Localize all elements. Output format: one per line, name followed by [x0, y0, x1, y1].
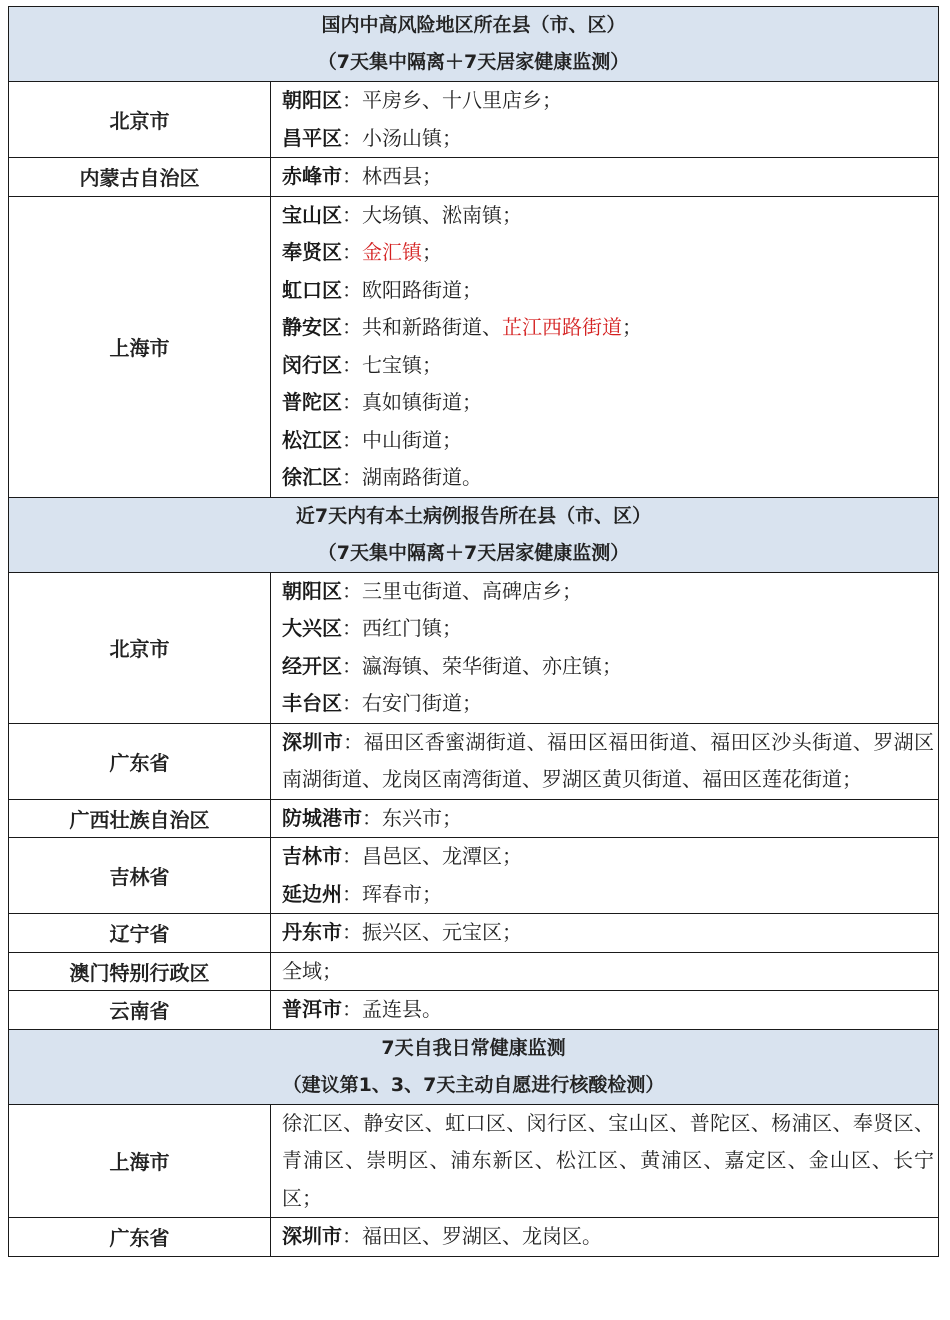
area-paragraph: 徐汇区、静安区、虹口区、闵行区、宝山区、普陀区、杨浦区、奉贤区、青浦区、崇明区、浦东新区、松江区、黄浦区、嘉定区、金山区、长宁区； — [282, 1110, 935, 1210]
table-row — [9, 1218, 939, 1257]
area-line: 朝阳区：平房乡、十八里店乡； — [282, 88, 562, 112]
section-subtitle: （7天集中隔离＋7天居家健康监测） — [317, 541, 630, 564]
areas-cell — [271, 1218, 939, 1257]
region-cell: 上海市 — [9, 1104, 271, 1218]
area-line: 防城港市：东兴市； — [282, 805, 462, 830]
table-row — [9, 1104, 939, 1218]
region-cell: 上海市 — [9, 196, 271, 497]
areas-cell — [271, 572, 939, 723]
area-line: 闵行区：七宝镇； — [282, 352, 442, 377]
table-row — [9, 799, 939, 838]
region-cell: 吉林省 — [9, 838, 271, 914]
area-line: 虹口区：欧阳路街道； — [282, 277, 482, 302]
area-line: 静安区：共和新路街道、芷江西路街道； — [282, 315, 642, 339]
area-line: 赤峰市：林西县； — [282, 164, 442, 188]
area-line: 吉林市：昌邑区、龙潭区； — [282, 844, 522, 868]
section-header — [9, 1029, 939, 1104]
area-line: 宝山区：大场镇、淞南镇； — [282, 202, 522, 227]
risk-area-table — [8, 6, 939, 1257]
areas-cell — [271, 723, 939, 799]
area-line: 普陀区：真如镇街道； — [282, 390, 482, 414]
section-header-row — [9, 497, 939, 572]
region-cell: 内蒙古自治区 — [9, 158, 271, 197]
region-cell: 辽宁省 — [9, 914, 271, 953]
areas-cell — [271, 1104, 939, 1218]
areas-cell — [271, 799, 939, 838]
table-row — [9, 572, 939, 723]
region-cell: 北京市 — [9, 82, 271, 158]
section-subtitle: （7天集中隔离＋7天居家健康监测） — [317, 51, 630, 73]
area-line: 延边州：珲春市； — [282, 881, 442, 906]
area-line: 朝阳区：三里屯街道、高碑店乡； — [282, 578, 582, 603]
table-row — [9, 952, 939, 991]
table-row — [9, 838, 939, 914]
area-line: 丰台区：右安门街道； — [282, 691, 482, 715]
areas-cell — [271, 914, 939, 953]
section-header — [9, 7, 939, 82]
region-cell: 广东省 — [9, 723, 271, 799]
area-line: 松江区：中山街道； — [282, 427, 462, 452]
area-line: 昌平区：小汤山镇； — [282, 125, 462, 150]
area-line: 丹东市：振兴区、元宝区； — [282, 920, 522, 944]
area-line: 大兴区：西红门镇； — [282, 616, 462, 640]
risk-area-table-wrapper — [8, 6, 938, 1257]
region-cell: 澳门特别行政区 — [9, 952, 271, 991]
area-line: 普洱市：孟连县。 — [282, 997, 442, 1021]
area-line: 全域； — [282, 958, 342, 983]
table-row — [9, 82, 939, 158]
area-line: 经开区：瀛海镇、荣华街道、亦庄镇； — [282, 653, 622, 678]
areas-cell — [271, 991, 939, 1030]
areas-cell — [271, 838, 939, 914]
section-header — [9, 497, 939, 572]
table-row — [9, 723, 939, 799]
table-row — [9, 158, 939, 197]
region-cell: 北京市 — [9, 572, 271, 723]
section-title: 近7天内有本土病例报告所在县（市、区） — [295, 504, 652, 527]
table-row — [9, 991, 939, 1030]
areas-cell — [271, 158, 939, 197]
section-header-row — [9, 1029, 939, 1104]
section-title: 国内中高风险地区所在县（市、区） — [321, 14, 626, 36]
highlighted-area: 芷江西路街道 — [502, 315, 622, 339]
area-line: 深圳市：福田区、罗湖区、龙岗区。 — [282, 1224, 602, 1248]
region-cell: 广东省 — [9, 1218, 271, 1257]
area-line: 奉贤区：金汇镇； — [282, 240, 442, 264]
areas-cell — [271, 82, 939, 158]
region-cell: 云南省 — [9, 991, 271, 1030]
areas-cell — [271, 196, 939, 497]
section-title: 7天自我日常健康监测 — [381, 1036, 566, 1059]
highlighted-area: 金汇镇 — [362, 240, 422, 264]
table-row — [9, 914, 939, 953]
section-subtitle: （建议第1、3、7天主动自愿进行核酸检测） — [282, 1073, 665, 1096]
area-line: 徐汇区：湖南路街道。 — [282, 465, 482, 489]
table-row — [9, 196, 939, 497]
region-cell: 广西壮族自治区 — [9, 799, 271, 838]
areas-cell — [271, 952, 939, 991]
area-paragraph: 深圳市：福田区香蜜湖街道、福田区福田街道、福田区沙头街道、罗湖区南湖街道、龙岗区南湾街道、罗湖区黄贝街道、福田区莲花街道； — [282, 729, 935, 791]
section-header-row — [9, 7, 939, 82]
